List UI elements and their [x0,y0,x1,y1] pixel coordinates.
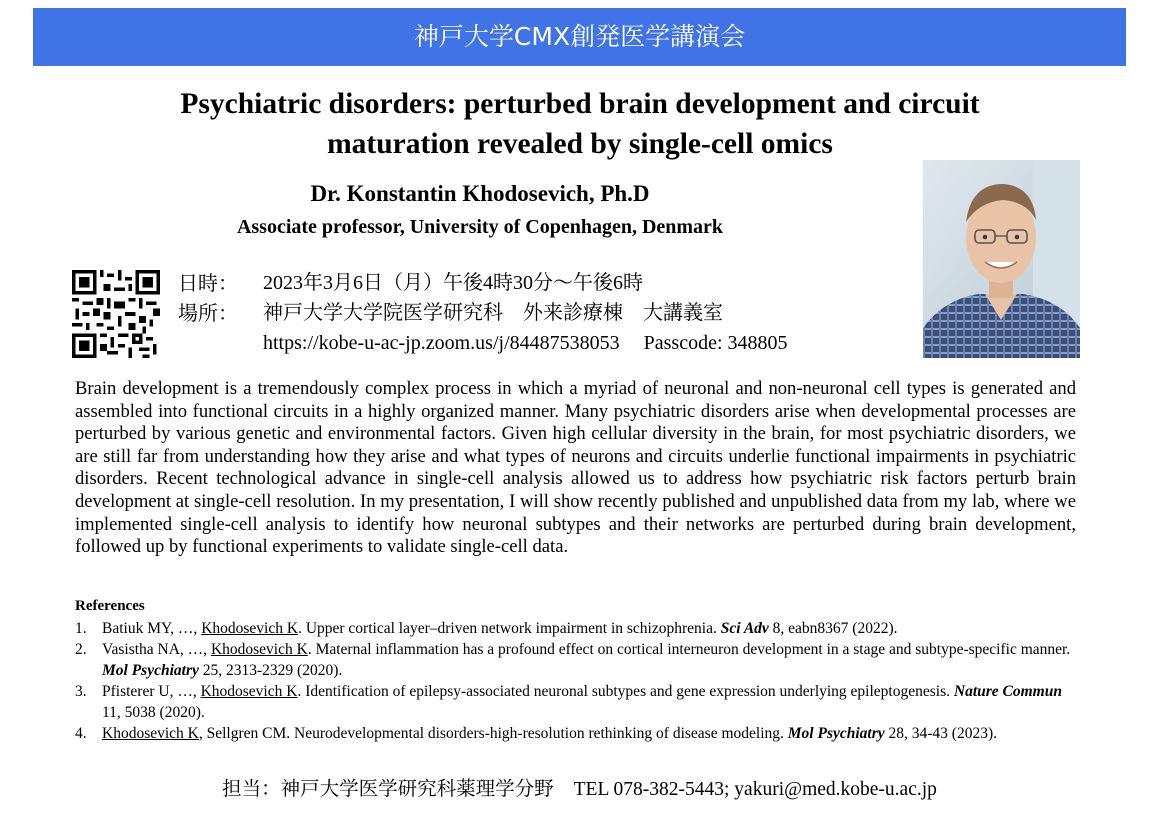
reference-author: Khodosevich K [210,641,308,658]
date-value: 2023年3月6日（月）午後4時30分～午後6時 [263,272,643,294]
reference-item: 2. Vasistha NA, …, Khodosevich K. Maternal inflammation has a profound effect on cortical interneuron development in a stage and subtype-specific manner. Mol Psychiatry 25, 2313-2329 (2020). [75,641,1071,679]
zoom-line [263,330,788,356]
place-value: 神戸大学大学院医学研究科 外来診療棟 大講義室 [263,302,723,324]
banner-title: 神戸大学CMX創発医学講演会 [413,22,746,51]
talk-title-line-1: Psychiatric disorders: perturbed brain development and circuit [180,88,980,120]
qr-code[interactable] [72,270,160,358]
reference-author: Khodosevich K [102,725,199,742]
references-list [75,618,1075,744]
references-heading: References [75,598,145,614]
reference-journal: Nature Commun [953,683,1062,700]
contact-info[interactable]: TEL 078-382-5443; yakuri@med.kobe-u.ac.jp [573,779,937,800]
reference-author: Khodosevich K [200,683,298,700]
reference-journal: Mol Psychiatry [787,725,885,742]
talk-title [60,84,1100,164]
reference-item: 4. Khodosevich K, Sellgren CM. Neurodevelopmental disorders-high-resolution rethinking of disease modeling. Mol Psychiatry 28, 34-43 (2023). [75,725,998,742]
speaker-affiliation: Associate professor, University of Copenhagen, Denmark [236,216,724,238]
reference-journal: Mol Psychiatry [102,662,199,679]
talk-title-line-2: maturation revealed by single-cell omics [327,128,833,160]
date-label: 日時： [178,271,238,295]
reference-journal: Sci Adv [720,620,769,637]
header-banner [33,8,1126,66]
place-label: 場所： [178,301,238,325]
zoom-passcode: Passcode: 348805 [643,332,788,354]
qr-code-icon [72,270,160,358]
abstract-text: Brain development is a tremendously complex process in which a myriad of neuronal and non-neuronal cell types is generated and assembled into functional circuits in a highly organized manner. Many psychiatric disorders arise when developmental processes are perturbed by various genetic and environmental factors. Given high cellular diversity in the brain, for most psychiatric disorders, we are still far from understanding how they arise and what types of neurons and circuits underlie functional impairments in psychiatric disorders. Recent technological advance in single-cell analysis allowed us to address how psychiatric risk factors perturb brain development at single-cell resolution. In my presentation, I will show recently published and unpublished data from my lab, where we implemented single-cell analysis to identify how neuronal subtypes and their networks are perturbed during brain development, followed up by functional experiments to validate single-cell data. [75,378,1076,558]
zoom-link[interactable]: https://kobe-u-ac-jp.zoom.us/j/84487538053 [263,332,620,354]
reference-item: 1. Batiuk MY, …, Khodosevich K. Upper cortical layer–driven network impairment in schizophrenia. Sci Adv 8, eabn8367 (2022). [75,620,898,637]
speaker-name: Dr. Konstantin Khodosevich, Ph.D [310,181,650,206]
contact-footer [0,775,1159,804]
speaker-portrait-icon [923,160,1080,358]
speaker-photo [923,160,1080,358]
reference-item: 3. Pfisterer U, …, Khodosevich K. Identification of epilepsy-associated neuronal subtypes and gene expression underlying epileptogenesis. Nature Commun 11, 5038 (2020). [75,683,1062,721]
contact-department: 担当：神戸大学医学研究科薬理学分野 [222,777,554,800]
reference-author: Khodosevich K [201,620,299,637]
